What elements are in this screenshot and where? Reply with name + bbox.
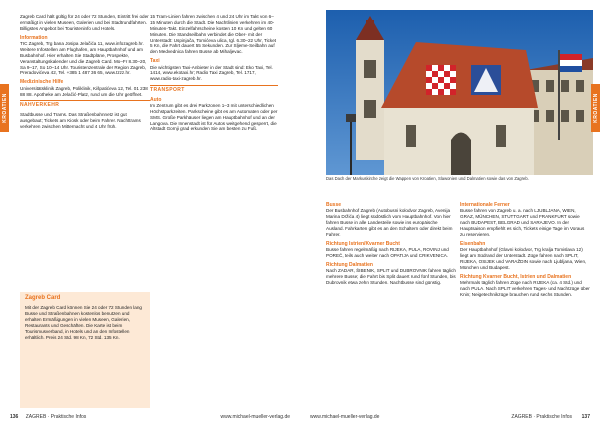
- left-running-head: ZAGREB · Praktische Infos: [25, 414, 87, 420]
- help-text: Universitätsklinik Zagreb, Poliklinik, Kišpatićeva 12, Tel. 01 238 88 88. Apotheke am Jelačić-Platz, rund um die Uhr geöffnet.: [20, 85, 148, 97]
- right-column-2: [460, 202, 590, 410]
- auto-heading: Auto: [150, 96, 162, 103]
- istria-text: Busse fahren regelmäßig nach RIJEKA, PULA, ROVINJ und POREČ, teils auch weiter nach OPATIJA und CRIKVENICA.: [326, 247, 449, 259]
- zagreb-card-text: Mit der Zagreb Card können Sie 24 oder 72 Stunden lang Busse und Straßenbahnen kostenlos benutzen und erhalten Ermäßigungen in vielen Museen, Galerien, Restaurants und Geschäften. Die Karte ist beim Tourismusverband, in Hotels und an den Infostellen erhältlich. Preis 24 Std. 98 Kn, 72 Std. 135 Kn.: [25, 305, 142, 340]
- taxi-heading: Taxi: [150, 58, 160, 65]
- help-heading: Medizinische Hilfe: [20, 79, 64, 86]
- rail-heading: Eisenbahn: [460, 240, 486, 247]
- right-footer: [310, 414, 590, 420]
- istria-heading: Richtung Istrien/Kvarner Bucht: [326, 240, 400, 247]
- auto-text: Im Zentrum gibt es drei Parkzonen 1–3 mit unterschiedlichen Höchstparkzeiten. Parkscheine gibt es am Automaten oder per SMS. Große Parkhäuser liegen am Hauptbahnhof und an der Langova. Die Innenstadt ist für Autos weitgehend gesperrt, die Altstadt Gornji grad erkunden Sie am besten zu Fuß.: [150, 102, 278, 132]
- zagreb-card-title: Zagreb Card: [25, 295, 61, 301]
- intl-heading: Internationale Ferner: [460, 202, 510, 208]
- right-side-tab: [591, 84, 600, 132]
- st-marks-church-image: [326, 10, 593, 175]
- left-url: www.michael-mueller-verlag.de: [220, 414, 290, 420]
- bus-text: Der Busbahnhof Zagreb (Autobusni kolodvor Zagreb, Avenija Marina Držića 4) liegt südöstlich vom Hauptbahnhof. Von hier fahren Busse in alle Landesteile sowie ins europäische Ausland. Fahrkarten gibt es an den Schaltern oder direkt beim Fahrer.: [326, 208, 453, 237]
- right-side-tab-label: KROATIEN: [592, 93, 599, 123]
- left-side-tab-label: KROATIEN: [1, 93, 8, 123]
- left-side-tab: [0, 84, 9, 132]
- taxi-text: Die wichtigsten Taxi-Anbieter in der Stadt sind: Eko Taxi, Tel. 1414, www.ekotaxi.hr; Radio Taxi Zagreb, Tel. 1717, www.radio-taxi-zagreb.hr.: [150, 64, 273, 82]
- kvarner-rail-heading: Richtung Kvarner Bucht, Istrien und Dalmatien: [460, 273, 572, 280]
- kvarner-rail-text: Mehrmals täglich fahren Züge nach RIJEKA (ca. 4 Std.) und nach PULA. Nach SPLIT verkehren Tages- und Nachtzüge über Knin; Neigetechnikzüge brauchen rund sechs Stunden.: [460, 280, 590, 297]
- zagreb-card-box: [20, 292, 150, 408]
- dalmatia-heading: Richtung Dalmatien: [326, 261, 373, 268]
- right-page-number: 137: [581, 414, 590, 420]
- photo-caption: Das Dach der Markuskirche zeigt die Wappen von Kroatien, Slawonien und Dalmatien sowie das von Zagreb.: [326, 176, 529, 181]
- right-column-1: [326, 202, 456, 410]
- near-heading: NAHVERKEHR: [20, 100, 150, 108]
- left-column-2: [150, 14, 278, 410]
- dalmatia-text: Nach ZADAR, ŠIBENIK, SPLIT und DUBROVNIK fahren täglich mehrere Busse; die Fahrt bis Split dauert rund fünf Stunden, bis Dubrovnik etwa zehn Stunden. Nachtbusse sind günstig.: [326, 268, 456, 286]
- intl-text: Busse fahren von Zagreb u. a. nach LJUBLJANA, WIEN, GRAZ, MÜNCHEN, STUTTGART und FRANKFURT sowie nach BUDAPEST, BELGRAD und SARAJEVO. In der Hauptsaison empfiehlt es sich, Tickets einige Tage im Voraus zu reservieren.: [460, 208, 585, 237]
- info-heading: Information: [20, 34, 48, 41]
- left-column-1: [20, 14, 150, 219]
- bus-heading: Busse: [326, 202, 342, 208]
- right-running-head: ZAGREB · Praktische Infos: [511, 414, 572, 420]
- near-text: Stadtbusse und Trams. Das Straßenbahnnetz ist gut ausgebaut; Tickets am Kiosk oder beim Fahrer. Nachttrams verkehren zwischen Mitternacht und 4 Uhr früh.: [20, 111, 141, 129]
- right-url: www.michael-mueller-verlag.de: [310, 414, 380, 420]
- tram-text: 15 Tram-Linien fahren zwischen 4 und 24 Uhr im Takt von 6–15 Minuten durch die Stadt. Die Nachtlinien verkehren im 40-Minuten-Takt. Einzelfahrscheine kosten 10 Kn und gelten 60 Minuten. Die Standseilbahn verbindet die Ober- mit der Unterstadt: Uspinjača, Tomićeva ulica, tgl. 6.30–22 Uhr, Ticket 5 Kn, die Fahrt dauert 55 Sekunden. Zur Sljeme-Seilbahn auf den Medvednica fahren Busse ab Mihaljevac.: [150, 14, 277, 55]
- transport-heading: TRANSPORT: [150, 85, 278, 93]
- rail-text: Der Hauptbahnhof (Glavni kolodvor, Trg kralja Tomislava 12) liegt am Südrand der Unterstadt. Züge fahren nach SPLIT, RIJEKA, OSIJEK und VARAŽDIN sowie nach Ljubljana, Wien, München und Budapest.: [460, 247, 587, 270]
- info-text: TIC Zagreb, Trg bana Josipa Jelačića 11, www.infozagreb.hr. Weitere Infostellen am Flughafen, am Hauptbahnhof und am Busbahnhof. Hier erhalten Sie Stadtpläne, Prospekte, Veranstaltungskalender und die Zagreb Card. Mo–Fr 8.30–20, Sa 9–17, So 10–14 Uhr. Touristenzentrale der Region Zagreb, Preradovićeva 42, Tel. +385 1 487 36 65, www.tzzz.hr.: [20, 41, 147, 76]
- church-photo: [326, 10, 593, 175]
- intro-text: Zagreb Card hält gültig für 24 oder 72 Stunden, Eintritt frei oder ermäßigt in vielen Museen, Galerien und bei Stadtrundfahrten. Billigstes Angebot bei Touristeninfo und Hotels.: [20, 14, 149, 31]
- left-footer: [10, 414, 290, 420]
- left-page-number: 136: [10, 414, 19, 420]
